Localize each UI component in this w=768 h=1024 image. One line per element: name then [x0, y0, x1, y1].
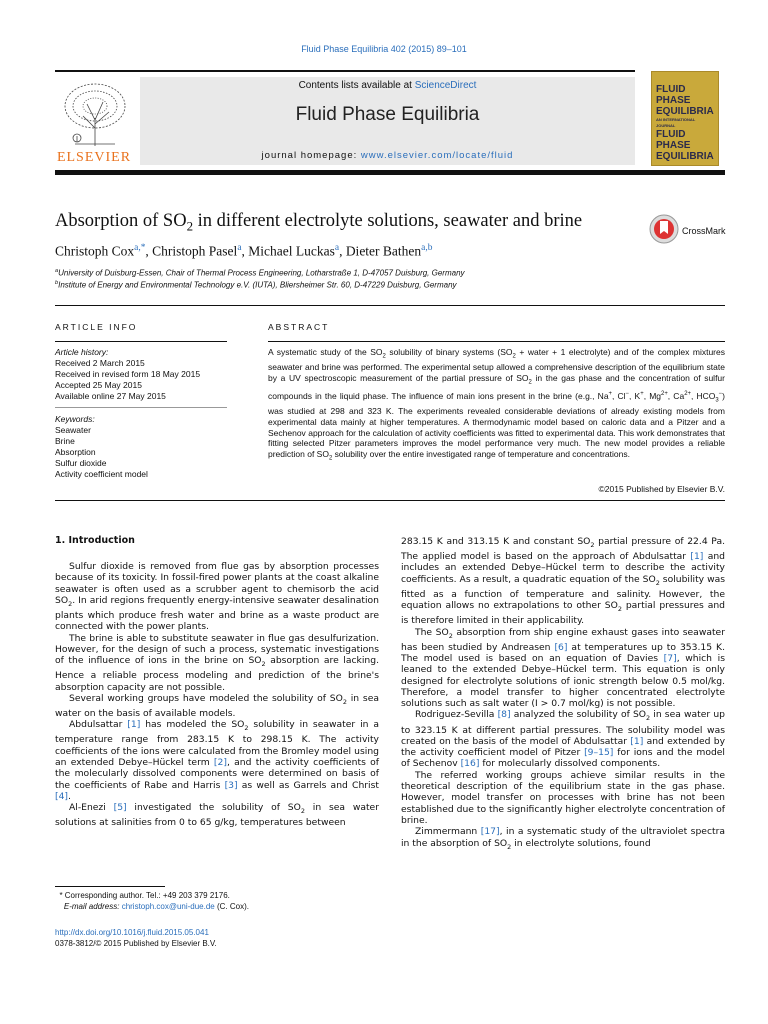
elsevier-wordmark: ELSEVIER [56, 150, 132, 165]
body-column-left [55, 561, 379, 829]
issn-line: 0378-3812/© 2015 Published by Elsevier B.V. [55, 939, 217, 948]
footnote-rule [55, 886, 165, 887]
abstract-heading: ABSTRACT [268, 322, 330, 332]
abstract-rule [268, 341, 725, 342]
homepage-link[interactable]: www.elsevier.com/locate/fluid [360, 150, 514, 161]
article-info-heading: ARTICLE INFO [55, 322, 138, 332]
affiliation-a: $^a$University of Duisburg-Essen, Chair of Thermal Process Engineering, Lotharstraße 1, D-47057 Duisburg, Germany [55, 268, 465, 278]
body-column-right [401, 536, 725, 853]
affiliation-b: $^b$Institute of Energy and Environmental Technology e.V. (IUTA), Bliersheimer Str. 60, D-47229 Duisburg, Germany [55, 280, 457, 290]
email-note: E-mail address: christoph.cox@uni-due.de (C. Cox). [63, 902, 249, 911]
info-top-rule [55, 305, 725, 306]
header-bottom-rule [55, 170, 725, 175]
author-name: Michael Luckas [248, 243, 335, 259]
paragraph: The referred working groups achieve similar results in the theoretical description of the equilibrium state in the gas phase. However, model transfer on processes with brine has not been established due to the significantly higher electrolyte concentration of brine. [401, 769, 726, 826]
doi-link[interactable]: http://dx.doi.org/10.1016/j.fluid.2015.05.041 [55, 928, 209, 937]
paragraph: Zimmermann [17], in a systematic study of the ultraviolet spectra in the absorption of $SO_2$ in electrolyte solutions, found [401, 826, 725, 851]
author-name: Dieter Bathen [345, 243, 422, 259]
paragraph: Several working groups have modeled the solubility of $SO_2$ in sea water on the basis of available models. [55, 692, 379, 720]
paragraph: Abdulsattar [1] has modeled the $SO_2$ solubility in seawater in a temperature range from 283.15 K to 298.15 K. The activity coefficients of the ions were calculated from the Bromley model using an extended Debye–Hückel term [2], and the activity coefficients of the molecularly dissolved components were determined on basis of the coefficients of Rabe and Harris [3] as well as Garrels and Christ [4]. [55, 719, 380, 802]
crossmark-label[interactable]: CrossMark [682, 226, 726, 236]
sciencedirect-link[interactable]: ScienceDirect [414, 80, 477, 91]
abstract-copyright: ©2015 Published by Elsevier B.V. [598, 484, 725, 494]
corresponding-author-note: * Corresponding author. Tel.: +49 203 379 2176. [55, 891, 230, 900]
paragraph: 283.15 K and 313.15 K and constant $SO_2$ partial pressure of 22.4 Pa. The applied model is based on the approach of Abdulsattar [1] and includes an extended Debye–Hückel term to describe the activity coefficients. As a result, a quadratic equation of the $SO_2$ solubility was fitted as a function of temperature and salinity. However, the equation allows no extrapolations to other $SO_2$ partial pressures and is therefore limited in their applicability. [401, 536, 726, 627]
author-list: Christoph Cox$^{a,*}$, Christoph Pasel$^a$, Michael Luckas$^a$, Dieter Bathen$^{a,b}$ [55, 243, 433, 259]
paragraph: Al-Enezi [5] investigated the solubility of $SO_2$ in sea water solutions at salinities from 0 to 65 g/kg, temperatures between [55, 802, 379, 829]
keywords-list: Keywords: Seawater Brine Absorption Sulfur dioxide Activity coefficient model [55, 414, 148, 479]
keywords-rule [55, 407, 227, 408]
journal-title: Fluid Phase Equilibria [295, 104, 480, 125]
journal-reference[interactable]: Fluid Phase Equilibria 402 (2015) 89–101 [301, 44, 467, 54]
author-name: Christoph Pasel [152, 243, 238, 259]
abstract-text: A systematic study of the $SO_2$ solubility of binary systems ($SO_2$ + water + 1 electrolyte) and of the complex mixtures seawater and brine was performed. The experimental setup allowed a comprehensive description of the equilibrium state by a UV spectroscopic measurement of the partial pressure of $SO_2$ in the gas phase and the concentration of sulfur compounds in the liquid phase. The influence of main ions present in the brine (e.g., Na+, Cl−, K+, $Mg^{2+}$, $Ca^{2+}$, $HCO_3^-$) was studied at 298 and 323 K. The experiments revealed considerable deviations of already existing models from experimental data mainly at higher temperatures. A thermodynamic model based on caloric data and a Pitzer and a Sechenov approach for the calculation of activity coefficients was fitted to experimental data. This work demonstrates that fitting selected Pitzer parameters improves the model performance very much. The new model provides a reliable prediction of $SO_2$ solubility over the entire investigated range of temperature and concentrations. [268, 347, 725, 462]
paragraph: Rodriguez-Sevilla [8] analyzed the solubility of $SO_2$ in sea water up to 323.15 K at different partial pressures. The solubility model was created on the basis of the model of Abdulsattar [1] and extended by the activity coefficient model of Pitzer [9–15] for ions and the model of Sechenov [16] for molecularly dissolved components. [401, 709, 726, 770]
section-title: 1. Introduction [55, 535, 135, 546]
journal-cover-text: FLUID PHASE EQUILIBRIA AN INTERNATIONAL JOURNAL FLUID PHASE EQUILIBRIA [656, 84, 714, 162]
email-link[interactable]: christoph.cox@uni-due.de [121, 902, 215, 911]
article-info-rule [55, 341, 227, 342]
journal-homepage: journal homepage: www.elsevier.com/locate/fluid [261, 150, 514, 161]
paper-title: Absorption of $SO_2$ in different electrolyte solutions, seawater and brine [55, 211, 583, 234]
header-top-rule [55, 70, 635, 72]
crossmark-icon[interactable] [649, 214, 679, 244]
paragraph: The $SO_2$ absorption from ship engine exhaust gases into seawater has been studied by Andreasen [6] at temperatures up to 353.15 K. The model used is based on an equation of Davies [7], which is leaned to the extended Debye–Hückel term. This equation is only designed for electrolyte solutions of ionic strength below 0.5 mol/kg. Therefore, a model transfer to higher concentrated electrolyte solutions such as salt water (I > 0.7 mol/kg) is not possible. [401, 626, 726, 710]
article-history: Article history: Received 2 March 2015 Received in revised form 18 May 2015 Accepted 25 May 2015 Available online 27 May 2015 [55, 347, 201, 401]
abstract-bottom-rule [55, 500, 725, 501]
contents-line: Contents lists available at ScienceDirect [298, 80, 477, 91]
author-name: Christoph Cox [55, 243, 135, 259]
paragraph: Sulfur dioxide is removed from flue gas by absorption processes because of its toxicity. In fossil-fired power plants at the coast alkaline seawater is often used as a scrubber agent to chemisorb the acid $SO_2$. In arid regions frequently energy-intensive seawater desalination plants which produce fresh water and brine as a waste product are connected with the power plants. [55, 561, 379, 633]
paragraph: The brine is able to substitute seawater in flue gas desulfurization. However, for the design of such a process, systematic investigations of the influence of ions in the brine on $SO_2$ absorption are lacking. Hence a reliable process modeling and prediction of the brine's absorption capacity are not possible. [55, 632, 379, 693]
